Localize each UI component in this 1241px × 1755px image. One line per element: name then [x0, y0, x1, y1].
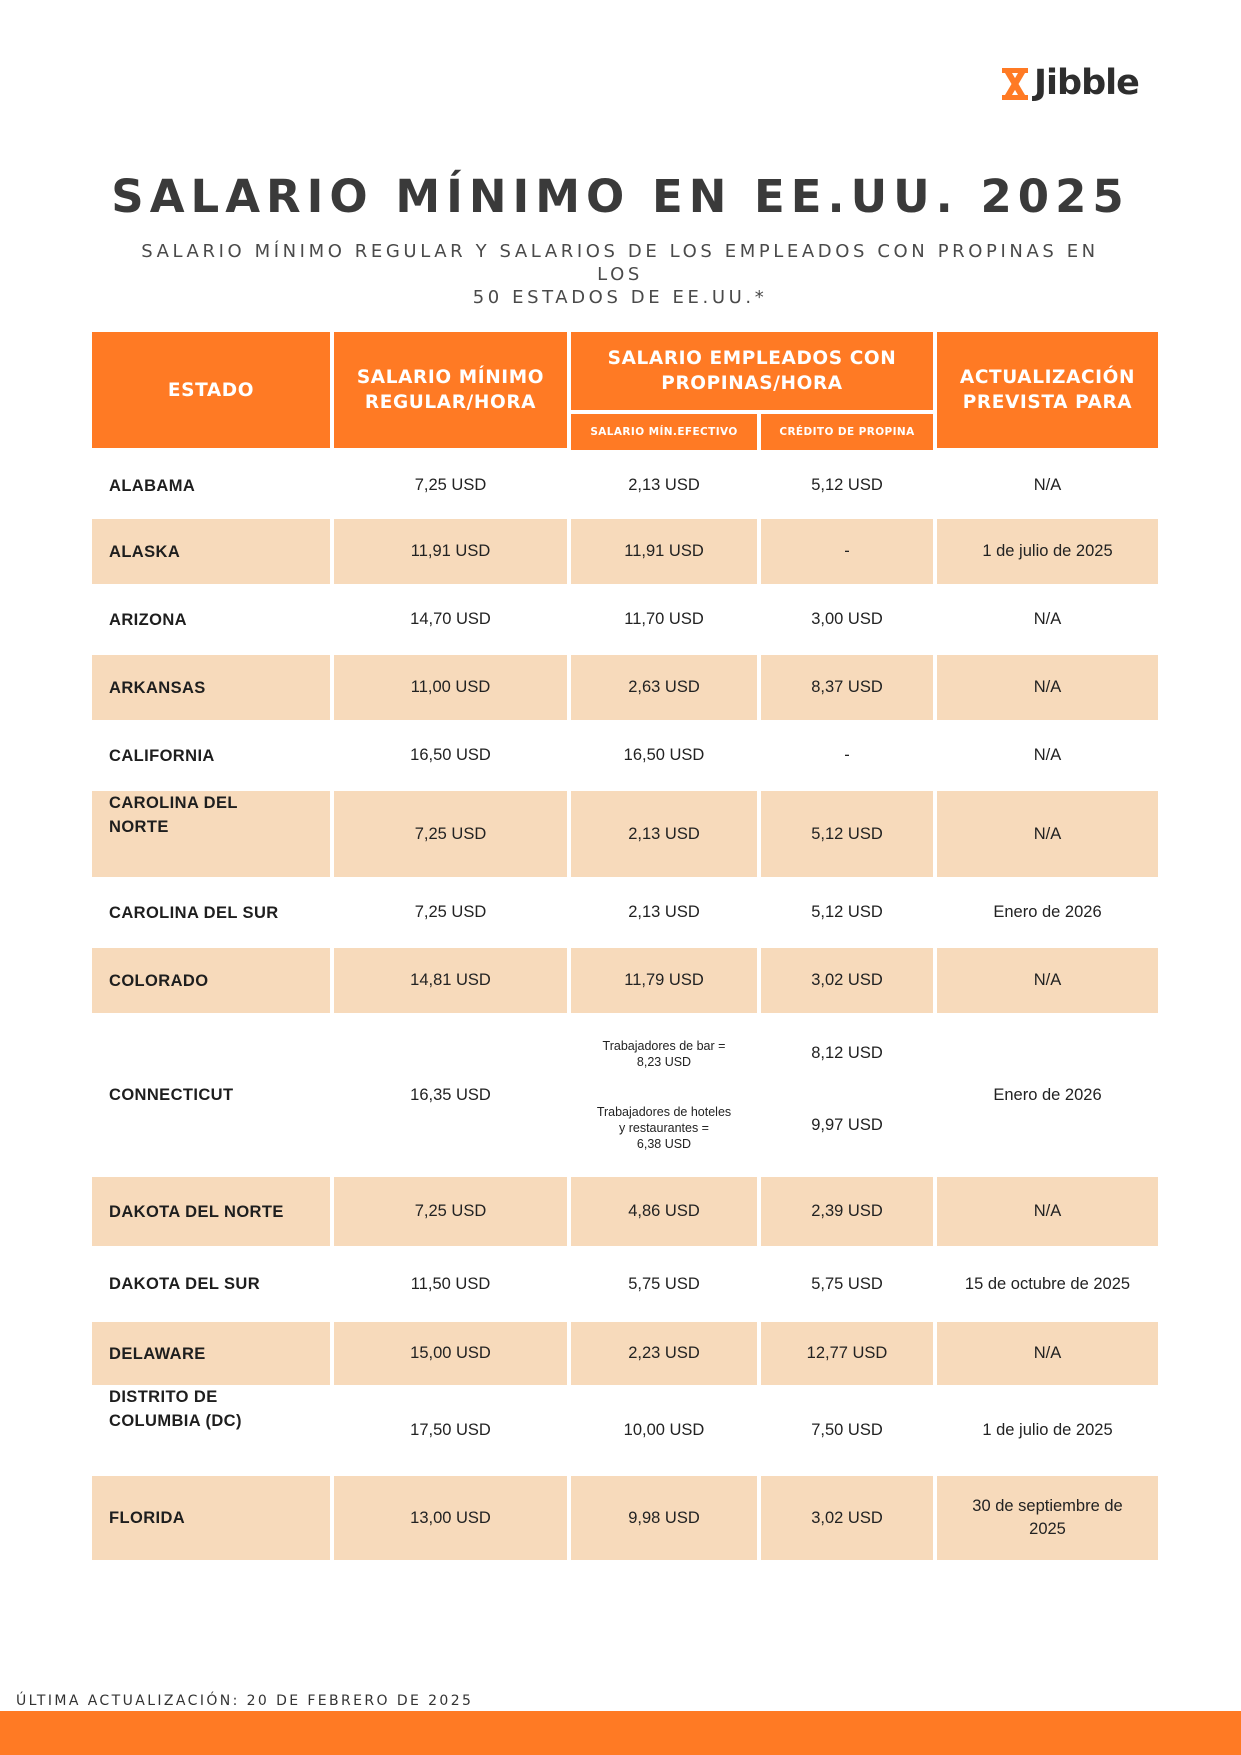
- brand-name: Jibble: [1034, 63, 1139, 103]
- regular-wage: 7,25 USD: [334, 791, 567, 877]
- regular-wage: 15,00 USD: [334, 1322, 567, 1385]
- page-title: SALARIO MÍNIMO EN EE.UU. 2025: [111, 170, 1130, 223]
- state-name: CONNECTICUT: [109, 1086, 234, 1104]
- state-name: DISTRITO DE COLUMBIA (DC): [109, 1388, 242, 1430]
- planned-update: N/A: [1033, 610, 1062, 628]
- table-row: [92, 452, 1158, 519]
- state-name: CAROLINA DEL SUR: [109, 903, 279, 922]
- header-planned-update: ACTUALIZACIÓN PREVISTA PARA: [937, 332, 1158, 448]
- cash-min-wage: 16,50 USD: [623, 746, 705, 764]
- planned-update: 1 de julio de 2025: [937, 519, 1158, 584]
- cash-min-wage: 11,79 USD: [571, 948, 757, 1013]
- tip-credit: 5,12 USD: [811, 903, 883, 921]
- planned-update: N/A: [937, 655, 1158, 720]
- state-name: COLORADO: [92, 948, 330, 1013]
- cash-min-wage: 11,70 USD: [624, 610, 704, 628]
- tip-credit: 3,02 USD: [761, 1476, 933, 1560]
- regular-wage: 14,70 USD: [410, 610, 491, 628]
- cash-min-wage: 2,23 USD: [571, 1322, 757, 1385]
- tip-credit: 7,50 USD: [811, 1421, 883, 1439]
- table-header: [92, 332, 1158, 452]
- regular-wage: 7,25 USD: [414, 903, 487, 921]
- minimum-wage-table: [92, 332, 1158, 1560]
- planned-update: N/A: [937, 791, 1158, 877]
- cash-min-wage: 5,75 USD: [628, 1274, 700, 1293]
- planned-update: 30 de septiembre de 2025: [937, 1476, 1158, 1560]
- state-name: FLORIDA: [92, 1476, 330, 1560]
- subtitle-line-2: 50 ESTADOS DE EE.UU.*: [472, 287, 768, 308]
- cash-min-wage: 2,13 USD: [628, 903, 700, 921]
- planned-update: 1 de julio de 2025: [982, 1421, 1113, 1439]
- table-row: [92, 1013, 1158, 1177]
- table-row: [92, 584, 1158, 655]
- bar-workers-note: Trabajadores de bar = 8,23 USD: [602, 1039, 726, 1069]
- planned-update: Enero de 2026: [993, 903, 1102, 921]
- tip-credit: 3,02 USD: [761, 948, 933, 1013]
- table-row: [92, 655, 1158, 720]
- tip-credit-hotel: 9,97 USD: [811, 1116, 883, 1134]
- state-name: ARIZONA: [109, 610, 187, 629]
- table-row: [92, 1177, 1158, 1246]
- state-name: DAKOTA DEL NORTE: [92, 1177, 330, 1246]
- state-name: DAKOTA DEL SUR: [109, 1275, 261, 1293]
- planned-update: N/A: [1033, 746, 1062, 764]
- tip-credit: -: [844, 746, 850, 764]
- hourglass-logo-icon: [1000, 67, 1030, 101]
- regular-wage: 7,25 USD: [414, 476, 487, 494]
- regular-wage: 11,50 USD: [410, 1274, 491, 1293]
- tip-credit: -: [761, 519, 933, 584]
- regular-wage: 7,25 USD: [334, 1177, 567, 1246]
- hotel-workers-note: Trabajadores de hoteles y restaurantes = 6,38 USD: [596, 1105, 732, 1151]
- cash-min-wage-split: [571, 1013, 757, 1177]
- header-tipped-wage: SALARIO EMPLEADOS CON PROPINAS/HORA: [571, 332, 933, 410]
- regular-wage: 16,35 USD: [410, 1085, 491, 1104]
- state-name: CAROLINA DEL NORTE: [92, 791, 330, 877]
- header-state: ESTADO: [92, 332, 330, 448]
- planned-update: Enero de 2026: [993, 1085, 1102, 1104]
- brand-logo: [1000, 63, 1139, 103]
- tip-credit-split: [761, 1013, 933, 1177]
- tip-credit: 3,00 USD: [811, 610, 883, 628]
- page-subtitle: [140, 240, 1100, 309]
- regular-wage: 11,91 USD: [334, 519, 567, 584]
- tip-credit: 5,12 USD: [811, 476, 883, 494]
- cash-min-wage: 2,13 USD: [628, 476, 700, 494]
- state-name: ARKANSAS: [92, 655, 330, 720]
- table-row: [92, 791, 1158, 877]
- tip-credit: 5,75 USD: [811, 1274, 883, 1293]
- table-row: [92, 1246, 1158, 1322]
- state-name: CALIFORNIA: [109, 746, 215, 765]
- planned-update: 15 de octubre de 2025: [964, 1274, 1131, 1293]
- table-row: [92, 720, 1158, 791]
- last-updated-note: ÚLTIMA ACTUALIZACIÓN: 20 DE FEBRERO DE 2025: [16, 1693, 474, 1709]
- header-cash-min: SALARIO MÍN.EFECTIVO: [571, 414, 757, 450]
- state-name: ALABAMA: [109, 476, 196, 495]
- table-row: [92, 1476, 1158, 1560]
- regular-wage: 17,50 USD: [410, 1421, 491, 1439]
- regular-wage: 11,00 USD: [334, 655, 567, 720]
- table-row: [92, 948, 1158, 1013]
- planned-update: N/A: [1033, 476, 1062, 494]
- regular-wage: 16,50 USD: [410, 746, 491, 764]
- cash-min-wage: 4,86 USD: [571, 1177, 757, 1246]
- cash-min-wage: 2,63 USD: [571, 655, 757, 720]
- planned-update: N/A: [937, 1177, 1158, 1246]
- subtitle-line-1: SALARIO MÍNIMO REGULAR Y SALARIOS DE LOS EMPLEADOS CON PROPINAS EN LOS: [141, 241, 1099, 285]
- cash-min-wage: 10,00 USD: [623, 1421, 705, 1439]
- state-name: DELAWARE: [92, 1322, 330, 1385]
- cash-min-wage: 9,98 USD: [571, 1476, 757, 1560]
- header-tip-credit: CRÉDITO DE PROPINA: [761, 414, 933, 450]
- table-row: [92, 519, 1158, 584]
- planned-update: N/A: [937, 948, 1158, 1013]
- cash-min-wage: 2,13 USD: [571, 791, 757, 877]
- state-name: ALASKA: [92, 519, 330, 584]
- tip-credit: 8,37 USD: [761, 655, 933, 720]
- table-row: [92, 877, 1158, 948]
- regular-wage: 14,81 USD: [334, 948, 567, 1013]
- table-row: [92, 1385, 1158, 1476]
- table-row: [92, 1322, 1158, 1385]
- tip-credit: 12,77 USD: [761, 1322, 933, 1385]
- tip-credit: 2,39 USD: [761, 1177, 933, 1246]
- planned-update: N/A: [937, 1322, 1158, 1385]
- regular-wage: 13,00 USD: [334, 1476, 567, 1560]
- header-regular-wage: SALARIO MÍNIMO REGULAR/HORA: [334, 332, 567, 448]
- tip-credit: 5,12 USD: [761, 791, 933, 877]
- cash-min-wage: 11,91 USD: [571, 519, 757, 584]
- footer-bar: [0, 1711, 1241, 1755]
- tip-credit-bar: 8,12 USD: [811, 1044, 883, 1062]
